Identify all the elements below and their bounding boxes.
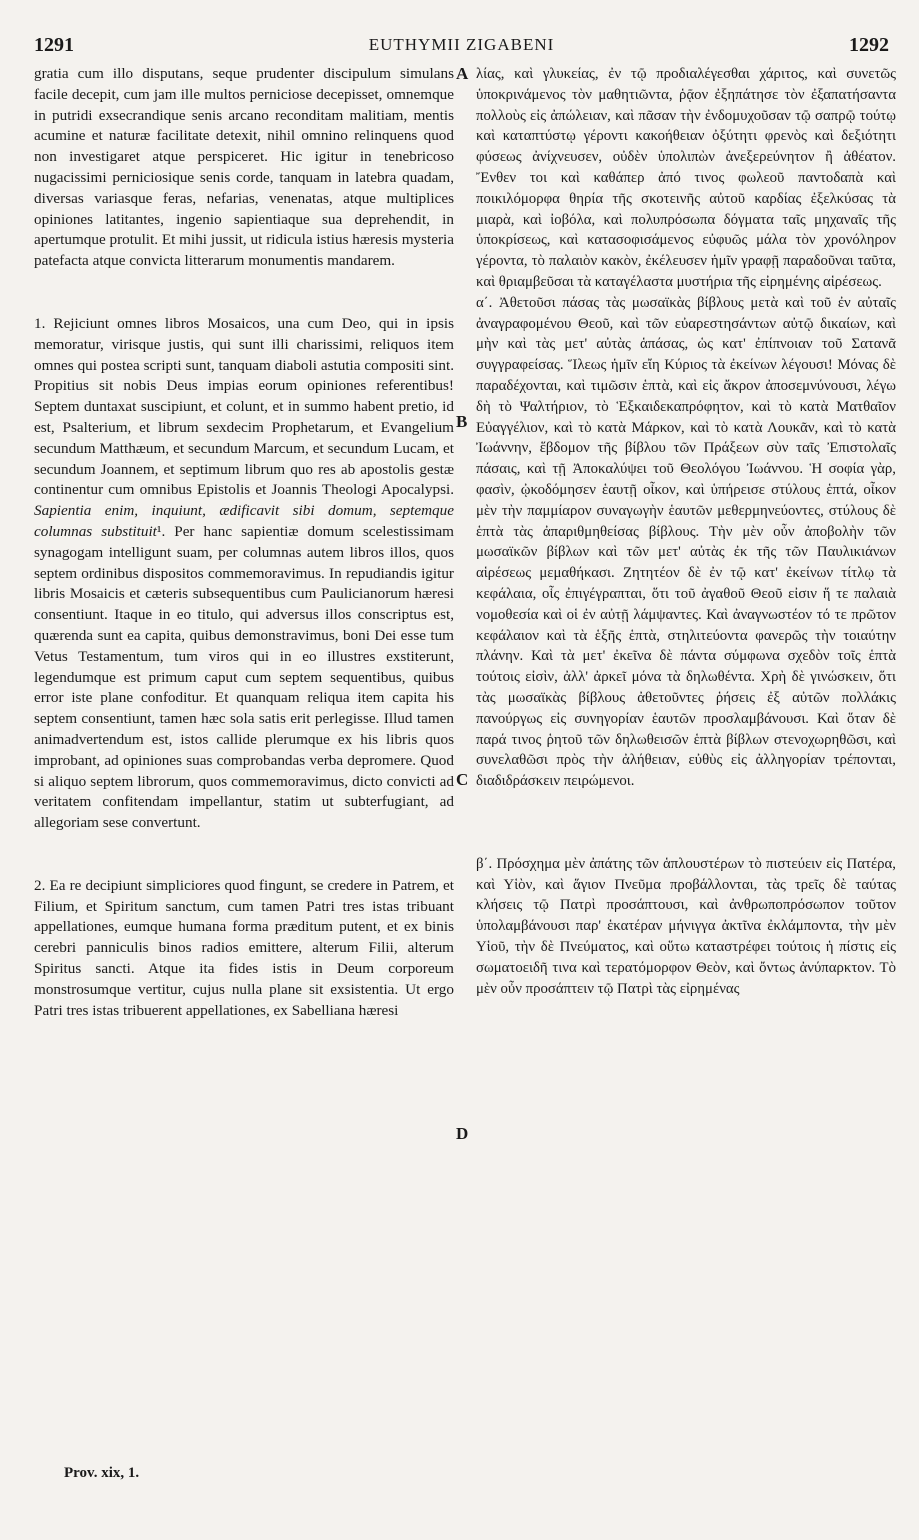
latin-paragraph-1-text-b: ¹. Per hanc sapientiæ domum scelestissimam synagogam intelligunt suam, per columnas autem libros illos, quos septem ordinibus dispositos commemoravimus. In repudiandis igitur libris Mosaicis et cæteris subsequentibus cum Paulicianorum hæresi consentiunt. Itaque in eo titulo, qui adversus illos conscriptus est, quærenda sunt ea capita, quibus demonstravimus, boni Dei esse tum Vetus Testamentum, tum viros qui in eo illustres exstiterunt, legendumque est primum caput cum septem sequentibus, quibus error iste plane confoditur. Et quanquam reliqua item capita his septem consentiunt, tamen hæc sola satis erit perlegisse. Illud tamen animadvertendum est, istos callide plerumque ex his libris quos improbant, ad opiniones suas comprobandas verba depromere. Quod si aliquo septem librorum, quos commemoravimus, dicto convicti ad veritatem confitendam impellantur, statim ut subterfugiant, ad allegoriam sese convertunt.	[34, 522, 454, 832]
latin-column	[34, 64, 454, 1021]
page-number-right: 1292	[849, 33, 889, 56]
running-title: EUTHYMII ZIGABENI	[368, 35, 555, 54]
page-header	[34, 30, 889, 60]
latin-paragraph-1	[34, 314, 454, 834]
margin-marker-d: D	[456, 1124, 469, 1143]
latin-intro-paragraph: gratia cum illo disputans, seque prudenter discipulum simulans facile decepit, cum jam ille multos perniciose decepisset, omnemque in putridi exsecrandique senis arcano reconditam malitiam, mentis acumine et naturæ facilitate detexit, nihil omnino relinquens quod non investigaret atque perspiceret. Hic igitur in tenebricoso nugacissimi perniciosique senis corde, tanquam in latebra quadam, diversas variasque feras, nefarias, venenatas, atque multiplices opiniones latitantes, ingenio sapientiaque sua deprehendit, in apertumque protulit. Et mihi jussit, ut ridicula istius hæresis mysteria patefacta atque convicta litterarum monumentis mandarem.	[34, 65, 454, 270]
greek-paragraph-2: β΄. Πρόσχημα μὲν ἀπάτης τῶν ἁπλουστέρων τὸ πιστεύειν εἰς Πατέρα, καὶ Υἱὸν, καὶ ἅγιον Πνεῦμα προβάλλονται, τὰς τρεῖς δὲ ταύτας κλήσεις τῷ Πατρὶ προσάπτουσι, καὶ ἀνθρωποπρόσωπον τοῦτον ὑπολαμβάνουσι παρ' ἑκατέραν μήνιγγα ἀκτῖνα ἐκλάμποντα, τὴν μὲν Υἱοῦ, τὴν δὲ Πνεύματος, καὶ οὕτω καταστρέφει τούτοις ἡ πίστις εἰς σωματοειδῆ τινα καὶ τερατόμορφον Θεὸν, καὶ ὄντως ἀνύπαρκτον. Τὸ μὲν οὖν προσάπτειν τῷ Πατρὶ τὰς εἰρημένας	[476, 855, 896, 997]
latin-scripture-quote: Sapientia enim, inquiunt, ædificavit sibi domum, septemque columnas substituit	[34, 502, 454, 540]
greek-intro-paragraph: λίας, καὶ γλυκείας, ἐν τῷ προδιαλέγεσθαι χάριτος, καὶ συνετῶς ὑποκρινάμενος τὸν μαθητιῶντα, ῥᾷον ἐξηπάτησε τὸν ἐξαπατήσαντα πολλοὺς εἰς ἀπώλειαν, καὶ πᾶσαν τὴν ἐνδομυχοῦσαν τῷ σαπρῷ τούτῳ καὶ καταπτύστῳ γέροντι κακοήθειαν ὀξύτητι φρενὸς καὶ δεξιότητι φύσεως ἀνίχνευσεν, οὐδὲν ὑπολιπὼν ἀνεξερεύνητον ἢ ἀθέατον. Ἔνθεν τοι καὶ καθάπερ ἀπό τινος φωλεοῦ παντοδαπὰ καὶ ποικιλόμορφα θηρία τῆς σκοτεινῆς αὐτοῦ καρδίας ἐξελκύσας τὰ μιαρὰ, καὶ ἰοβόλα, καὶ πολυπρόσωπα δόγματα ταῖς μηχαναῖς τῆς ὑποκρίσεως, καὶ κατασοφισάμενος εὐφυῶς μάλα τὸν χρονόληρον γέροντα, τὸ παλαιὸν κακὸν, ἐκέλευσεν ἡμῖν γραφῇ παραδοῦναι ταῦτα, καὶ θριαμβεῦσαι τὰ καταγέλαστα μυστήρια τῆς εἰρημένης αἱρέσεως.	[476, 66, 896, 290]
margin-marker-c: C	[456, 770, 469, 789]
page-number-left: 1291	[34, 33, 74, 56]
margin-marker-b: B	[456, 412, 468, 431]
footnote: Prov. xix, 1.	[64, 1465, 140, 1481]
latin-paragraph-2: 2. Ea re decipiunt simpliciores quod fingunt, se credere in Patrem, et Filium, et Spiritum sanctum, cum tamen Patri tres istas tribuant appellationes, eumque humana forma præditum putent, et ex binis cerebri panniculis binos radios emittere, alterum Filii, alterum Spiritus sancti. Atque ita fides istis in Deum corporeum monstrosumque vertitur, cujus nulla plane sit exsistentia. Ut ergo Patri tres istas tribuerent appellationes, ex Sabelliana hæresi	[34, 876, 454, 1019]
greek-column	[476, 64, 896, 999]
greek-paragraph-1: α΄. Ἀθετοῦσι πάσας τὰς μωσαϊκὰς βίβλους μετὰ καὶ τοῦ ἐν αὐταῖς ἀναγραφομένου Θεοῦ, καὶ τῶν εὐαρεστησάντων αὐτῷ δικαίων, καὶ μὴν καὶ τὰς μετ' αὐτὰς ἁπάσας, ὡς κατ' ἐπίπνοιαν τοῦ Σατανᾶ συγγραφείσας. Ἵλεως ἡμῖν εἴη Κύριος τὰ ἐκείνων λέγουσι! Μόνας δὲ παραδέχονται, καὶ τιμῶσιν ἑπτὰ, καὶ εἰς ἄκρον ἀποσεμνύνουσι, λέγω δὴ τὸ Ψαλτήριον, τὸ Ἑξκαιδεκαπρόφητον, καὶ τὸ κατὰ Ματθαῖον Εὐαγγέλιον, καὶ τὸ κατὰ Μάρκον, καὶ τὸ κατὰ Λουκᾶν, καὶ τὸ κατὰ Ἰωάννην, ἕβδομον τῆς βίβλου τῶν Πράξεων σὺν ταῖς Ἐπιστολαῖς πάσαις, καὶ τῇ Ἀποκαλύψει τοῦ Θεολόγου Ἰωάννου. Ἡ σοφία γὰρ, φασὶν, ᾠκοδόμησεν ἑαυτῇ οἶκον, καὶ ὑπήρεισε στύλους ἑπτά, οἶκον μὲν τὴν παμμίαρον συναγωγὴν ἑαυτῶν μεθερμηνεύοντες, στύλους δὲ ἑπτὰ τὰς ἀπαριθμηθείσας βίβλους. Τὴν μὲν οὖν ἀποβολὴν τῶν μωσαϊκῶν βίβλων καὶ τῶν μετ' αὐτὰς ἐκ τῆς τῶν Παυλικιάνων αἱρέσεως μεμαθήκασι. Ζητητέον δὲ ἐν τῷ κατ' ἐκείνων τίτλῳ τὰ κεφάλαια, οἷς ἐπιγέγραπται, ὅτι τοῦ ἀγαθοῦ Θεοῦ εἰσιν ἥ τε παλαιὰ νομοθεσία καὶ οἱ ἐν αὐτῇ λάμψαντες. Καὶ ἀναγνωστέον τό τε πρῶτον κεφάλαιον καὶ τὰ ἑξῆς ἑπτὰ, στηλιτεύοντα φανερῶς τὴν τοιαύτην πλάνην. Καὶ τὰ μετ' ἐκεῖνα δὲ πάντα σύμφωνα σχεδὸν τοῖς ἑπτὰ τούτοις εἰσὶν, ἀλλ' ἀρκεῖ μόνα τὰ δηλωθέντα. Χρὴ δὲ γινώσκειν, ὅτι τὰς μωσαϊκὰς βίβλους ἀθετοῦντες ῥήσεις ἐξ αὐτῶν πολλάκις πανούργως εἰς συνηγορίαν ἑαυτῶν προσλαμβάνουσι. Καὶ ὅταν δὲ παρά τινος ῥητοῦ τῶν δηλωθεισῶν ἑπτὰ βίβλων στενοχωρηθῶσι, καὶ συνελαθῶσι πρὸς τὴν ἀλήθειαν, εὐθὺς εἰς ἀλληγορίαν τρέπονται, διαδιδράσκειν πειρώμενοι.	[476, 294, 896, 790]
margin-marker-a: A	[456, 64, 469, 83]
latin-paragraph-1-text-a: 1. Rejiciunt omnes libros Mosaicos, una cum Deo, qui in ipsis memoratur, virisque justis, qui sunt illi charissimi, reliquos item omnes qui postea scripti sunt, tanquam diaboli astutia compositi sint. Propitius sit nobis Deus impias eorum opiniones referentibus! Septem duntaxat suscipiunt, et colunt, et in summo habent pretio, id est, Psalterium, et librum sexdecim Prophetarum, et Evangelium secundum Matthæum, et secundum Marcum, et secundum Lucam, et secundum Joannem, et septimum librum quo res ab apostolis gestæ continentur cum omnibus Epistolis et Joannis Theologi Apocalypsi.	[34, 314, 454, 499]
